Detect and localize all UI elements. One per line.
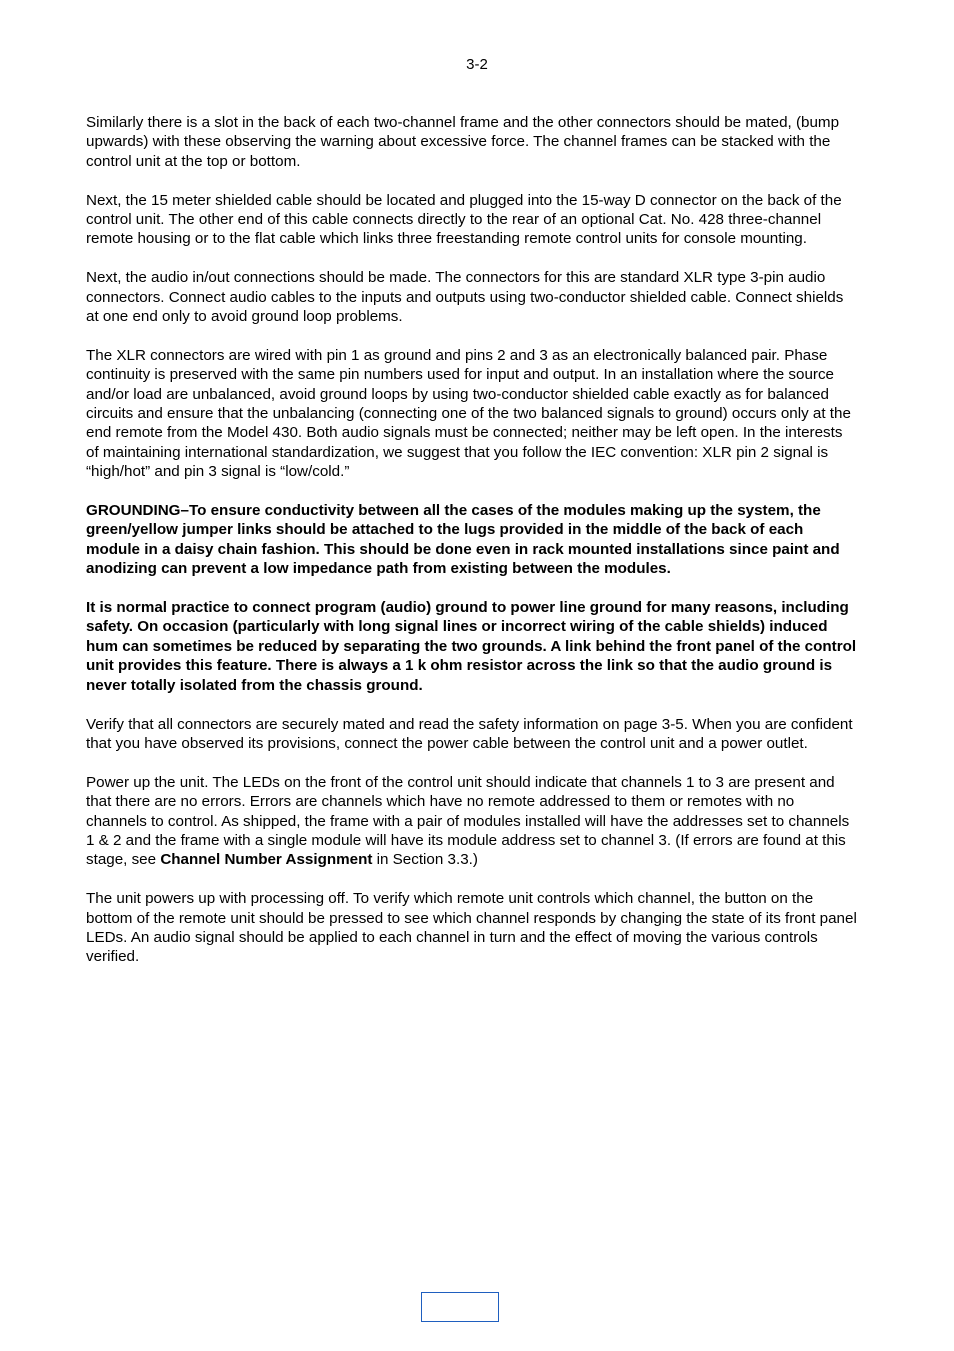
page-number: 3-2	[466, 56, 488, 73]
channel-number-assignment-ref: Channel Number Assignment	[160, 851, 373, 869]
power-up-text: Power up the unit. The LEDs on the front of the control unit should indicate that channels 1 to 3 are present and that there are no errors. Errors are channels which have no remote addressed to them or remotes with no channels to control. As shipped, the frame with a pair of modules installed will have the addresses set to channels 1 & 2 and the frame with a single module will have its module address set to channel 3. (If errors are found at this stage, see	[86, 773, 850, 869]
paragraph-verify-connectors: Verify that all connectors are securely mated and read the safety information on page 3-5. When you are confident that you have observed its provisions, connect the power cable between the control unit and a power outlet.	[86, 715, 853, 752]
page-navigation-box[interactable]	[421, 1292, 499, 1322]
power-up-text-end: in Section 3.3.)	[372, 851, 478, 869]
paragraph-remote-cable: Next, the 15 meter shielded cable should be located and plugged into the 15-way D connector on the back of the control unit. The other end of this cable connects directly to the rear of an optional Cat. No. 428 three-channel remote housing or to the flat cable which links three freestanding remote control units for console mounting.	[86, 191, 842, 248]
paragraph-frame-mounting: Similarly there is a slot in the back of each two-channel frame and the other connectors should be mated, (bump upwards) with these observing the warning about excessive force. The channel frames can be stacked with the control unit at the top or bottom.	[86, 114, 840, 170]
paragraph-xlr-wiring: The XLR connectors are wired with pin 1 as ground and pins 2 and 3 as an electronically balanced pair. Phase continuity is preserved with the same pin numbers used for input and output. In an installation where the source and/or load are unbalanced, avoid ground loops by using two-conductor shielded cable exactly as for balanced circuits and ensure that the unbalancing (connecting one of the two balanced signals to ground) occurs only at the end remote from the Model 430. Both audio signals must be connected; neither may be left open. In the interests of maintaining international standardization, we suggest that you follow the IEC convention: XLR pin 2 signal is “high/hot” and pin 3 signal is “low/cold.”	[86, 346, 851, 481]
paragraph-power-up	[86, 773, 858, 870]
paragraph-processing-off: The unit powers up with processing off. To verify which remote unit controls which channel, the button on the bottom of the remote unit should be pressed to see which channel responds by changing the state of its front panel LEDs. An audio signal should be applied to each channel in turn and the effect of moving the various controls verified.	[86, 890, 857, 966]
paragraph-audio-connections: Next, the audio in/out connections should be made. The connectors for this are standard XLR type 3-pin audio connectors. Connect audio cables to the inputs and outputs using two-conductor shielded cable. Connect shields at one end only to avoid ground loop problems.	[86, 269, 844, 326]
document-body	[86, 113, 858, 986]
paragraph-ground-link: It is normal practice to connect program (audio) ground to power line ground for many reasons, including safety. On occasion (particularly with long signal lines or incorrect wiring of the cable shields) induced hum can sometimes be reduced by separating the two grounds. A link behind the front panel of the control unit provides this feature. There is always a 1 k ohm resistor across the link so that the audio ground is never totally isolated from the chassis ground.	[86, 599, 857, 694]
paragraph-grounding: GROUNDING–To ensure conductivity between all the cases of the modules making up the system, the green/yellow jumper links should be attached to the lugs provided in the middle of the back of each module in a daisy chain fashion. This should be done even in rack mounted installations since paint and anodizing can prevent a low impedance path from existing between the modules.	[86, 502, 840, 578]
